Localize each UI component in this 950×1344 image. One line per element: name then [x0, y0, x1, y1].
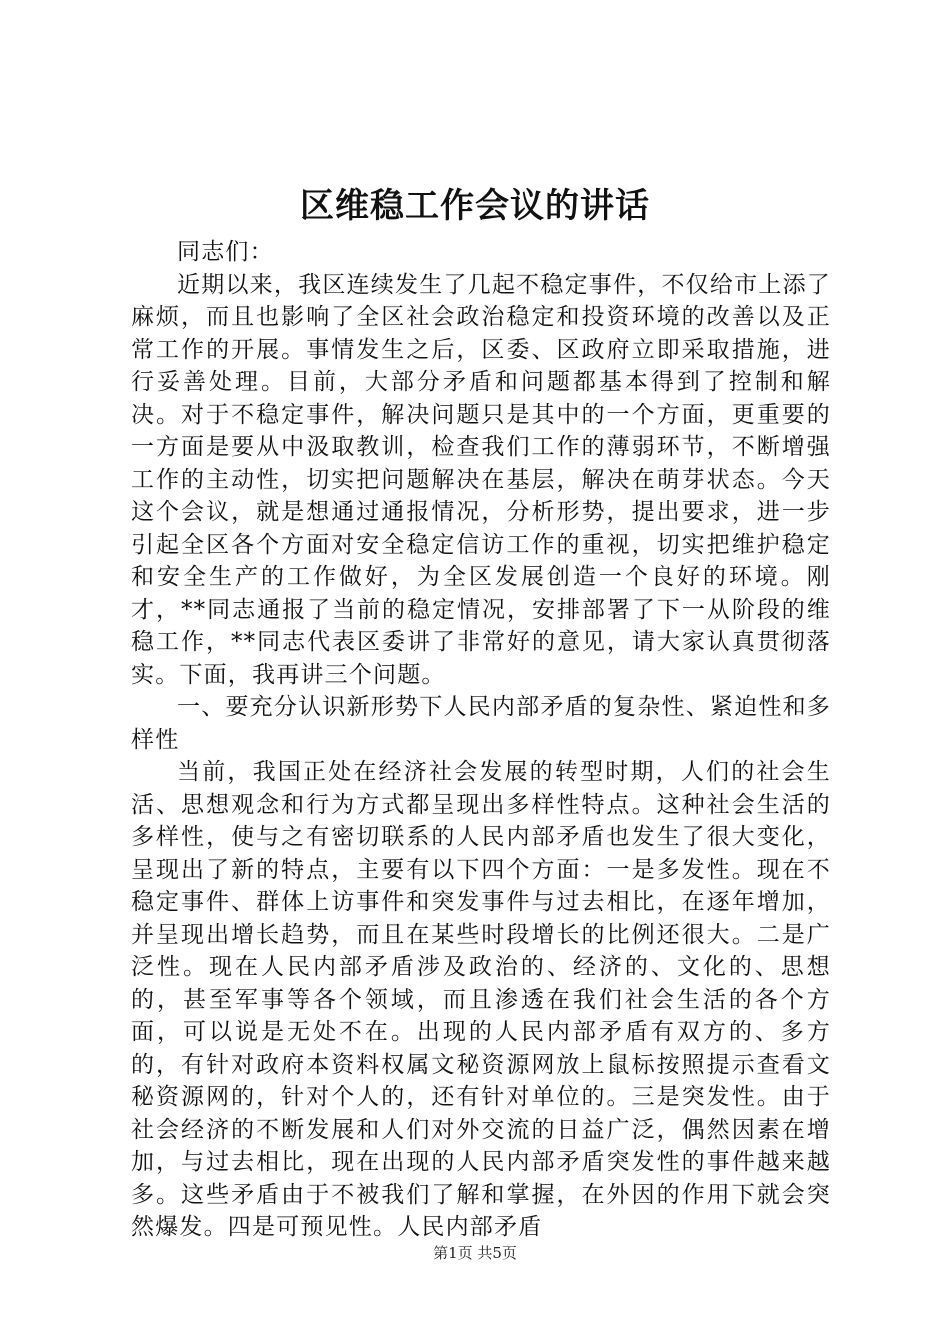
document-title: 区维稳工作会议的讲话	[300, 186, 650, 226]
page-footer: 第1页 共5页	[433, 1244, 517, 1262]
document-body	[131, 236, 831, 1244]
section-heading-1: 一、要充分认识新形势下人民内部矛盾的复杂性、紧迫性和多样性	[131, 694, 831, 753]
paragraph-section-1: 当前，我国正处在经济社会发展的转型时期，人们的社会生活、思想观念和行为方式都呈现出多样性特点。这种社会生活的多样性，使与之有密切联系的人民内部矛盾也发生了很大变化，呈现出了新的特点，主要有以下四个方面：一是多发性。现在不稳定事件、群体上访事件和突发事件与过去相比，在逐年增加，并呈现出增长趋势，而且在某些时段增长的比例还很大。二是广泛性。现在人民内部矛盾涉及政治的、经济的、文化的、思想的，甚至军事等各个领域，而且渗透在我们社会生活的各个方面，可以说是无处不在。出现的人民内部矛盾有双方的、多方的，有针对政府本资料权属文秘资源网放上鼠标按照提示查看文秘资源网的，针对个人的，还有针对单位的。三是突发性。由于社会经济的不断发展和人们对外交流的日益广泛，偶然因素在增加，与过去相比，现在出现的人民内部矛盾突发性的事件越来越多。这些矛盾由于不被我们了解和掌握，在外因的作用下就会突然爆发。四是可预见性。人民内部矛盾	[131, 759, 831, 1240]
salutation: 同志们：	[177, 239, 274, 265]
paragraph-intro: 近期以来，我区连续发生了几起不稳定事件，不仅给市上添了麻烦，而且也影响了全区社会政治稳定和投资环境的改善以及正常工作的开展。事情发生之后，区委、区政府立即采取措施，进行妥善处理。目前，大部分矛盾和问题都基本得到了控制和解决。对于不稳定事件，解决问题只是其中的一个方面，更重要的一方面是要从中汲取教训，检查我们工作的薄弱环节，不断增强工作的主动性，切实把问题解决在基层，解决在萌芽状态。今天这个会议，就是想通过通报情况，分析形势，提出要求，进一步引起全区各个方面对安全稳定信访工作的重视，切实把维护稳定和安全生产的工作做好，为全区发展创造一个良好的环境。刚才，**同志通报了当前的稳定情况，安排部署了下一从阶段的维稳工作，**同志代表区委讲了非常好的意见，请大家认真贯彻落实。下面，我再讲三个问题。	[131, 271, 831, 688]
